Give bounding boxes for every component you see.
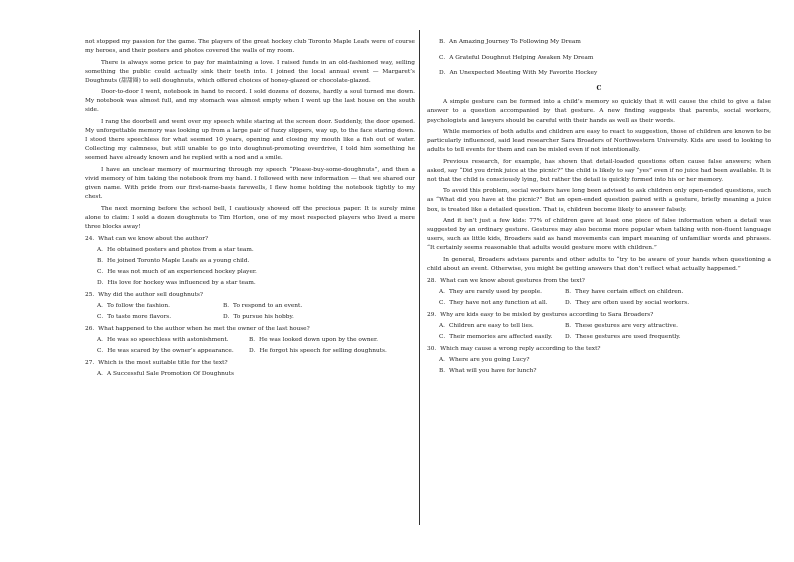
passage-paragraph: Previous research, for example, has shown that detail-loaded questions often cause false answers; when asked, say “Did you drink juice at the picnic?” the child is likely to say “yes” even if no juice had been available. It is not that the child is consciously lying, but rather the detail is quickly formed into his or her memory. xyxy=(427,158,771,183)
option-a: A．They are rarely used by people. xyxy=(439,289,543,296)
question-stem: 29．Why are kids easy to be misled by gestures according to Sara Broaders? xyxy=(427,311,654,318)
option-d: D．His love for hockey was influenced by a star team. xyxy=(97,280,256,287)
option-c: C．A Grateful Doughnut Helping Awaken My Dream xyxy=(439,54,594,61)
option-d: D．To pursue his hobby. xyxy=(223,314,294,321)
option-b: B．To respond to an event. xyxy=(223,303,303,310)
question-25 xyxy=(85,291,415,322)
option-b: B．He was looked down upon by the owner. xyxy=(249,336,378,343)
option-c: C．He was not much of an experienced hockey player. xyxy=(97,269,257,276)
passage-paragraph: And it isn’t just a few kids: 77% of children gave at least one piece of false information when a detail was suggested by an ordinary gesture. Gestures may also become more popular when talking with non-fluent language users, such as little kids, Broaders said as hand movements can impart meaning of unfamiliar words and phrases. “It certainly seems reasonable that adults would gesture more with children.” xyxy=(427,217,771,252)
option-c: C．He was scared by the owner’s appearance. xyxy=(97,348,234,355)
question-stem: 27．Which is the most suitable title for the text? xyxy=(85,359,228,366)
option-row xyxy=(85,336,415,345)
option-c: C．Their memories are affected easily. xyxy=(439,334,553,341)
option-a: A．To follow the fashion. xyxy=(97,303,170,310)
option-row xyxy=(427,288,771,297)
question-stem: 26．What happened to the author when he met the owner of the last house? xyxy=(85,325,310,332)
option-b: B．These gestures are very attractive. xyxy=(565,322,678,329)
passage-paragraph: In general, Broaders advises parents and other adults to “try to be aware of your hands when questioning a child about an event. Otherwise, you might be getting answers that don’t reflect what actually happened.” xyxy=(427,256,771,272)
option-d: D．He forgot his speech for selling doughnuts. xyxy=(249,348,387,355)
question-stem: 24．What can we know about the author? xyxy=(85,236,209,243)
question-28 xyxy=(427,277,771,308)
option-c: C．They have not any function at all. xyxy=(439,300,548,307)
option-row xyxy=(427,322,771,331)
option-d: D．These gestures are used frequently. xyxy=(565,334,681,341)
question-27-continued xyxy=(427,38,771,78)
passage-paragraph: I have an unclear memory of murmuring through my speech “Please-buy-some-doughnuts”, and then a vivid memory of him taking the notebook from my hand. I followed with new information — that we shared our given name. With pride from our first-name-basis farewells, I flew home holding the notebook tightly to my chest. xyxy=(85,166,415,201)
option-b: B．What will you have for lunch? xyxy=(439,367,537,374)
passage-paragraph: A simple gesture can be formed into a child’s memory so quickly that it will cause the child to give a false answer to a question accompanied by that gesture. A new finding suggests that parents, social workers, psychologists and lawyers should be careful with their hands as well as their words. xyxy=(427,99,771,124)
option-b: B．He joined Toronto Maple Leafs as a young child. xyxy=(97,258,250,265)
option-b: B．They have certain effect on children. xyxy=(565,289,684,296)
option-row xyxy=(85,313,415,322)
option-a: A．He obtained posters and photos from a star team. xyxy=(97,247,254,254)
option-row xyxy=(85,302,415,311)
option-row xyxy=(85,347,415,356)
passage-paragraph: I rang the doorbell and went over my speech while staring at the screen door. Suddenly, the door opened. My unforgettable memory was looking up from a large pair of fuzzy slippers, way up, to the face staring down. I stood there speechless for what seemed 10 years, opening and closing my mouth like a fish out of water. Collecting my calmness, but still unable to go into doughnut-promoting overdrive, I told him something he seemed have already known and he replied with a nod and a smile. xyxy=(85,118,415,162)
passage-paragraph: While memories of both adults and children are easy to react to suggestion, those of children are known to be particularly influenced, said lead researcher Sara Broaders of Northwestern University. Kids are used to looking to adults to tell events for them and can be misled even if not intentionally. xyxy=(427,128,771,154)
option-d: D．An Unexpected Meeting With My Favorite Hockey xyxy=(439,70,598,77)
option-a: A．He was so speechless with astonishment. xyxy=(97,336,229,343)
option-a: A．A Successful Sale Promotion Of Doughnuts xyxy=(97,370,234,377)
option-a: A．Where are you going Lucy? xyxy=(439,356,530,363)
passage-paragraph: To avoid this problem, social workers have long been advised to ask children only open-ended questions, such as “What did you have at the picnic?” But an open-ended question paired with a gesture, briefly meaning a juice box, is treated like a detailed question. That is, children become likely to answer falsely. xyxy=(427,188,771,213)
question-26 xyxy=(85,325,415,356)
option-c: C．To taste more flavors. xyxy=(97,314,172,321)
option-row xyxy=(427,299,771,308)
option-a: A．Children are easy to tell lies. xyxy=(439,322,534,329)
left-column xyxy=(85,38,415,379)
passage-paragraph: not stopped my passion for the game. The players of the great hockey club Toronto Maple Leafs were of course my heroes, and their posters and photos covered the walls of my room. xyxy=(85,39,415,55)
passage-paragraph: Door-to-door I went, notebook in hand to record. I sold dozens of dozens, hardly a soul turned me down. My notebook was almost full, and my stomach was almost empty when I went up the last house on the south side. xyxy=(85,89,415,114)
question-30 xyxy=(427,345,771,376)
option-b: B．An Amazing Journey To Following My Dream xyxy=(439,39,581,45)
right-column xyxy=(427,38,771,376)
question-27 xyxy=(85,359,415,379)
question-stem: 28．What can we know about gestures from the text? xyxy=(427,278,585,285)
column-divider xyxy=(419,30,420,525)
option-d: D．They are often used by social workers. xyxy=(565,300,690,307)
question-24 xyxy=(85,235,415,288)
option-row xyxy=(427,333,771,342)
question-stem: 25．Why did the author sell doughnuts? xyxy=(85,292,204,299)
question-29 xyxy=(427,311,771,342)
section-heading: C xyxy=(596,85,602,93)
question-stem: 30．Which may cause a wrong reply according to the text? xyxy=(427,345,601,352)
passage-paragraph: The next morning before the school bell, I cautiously showed off the precious paper. It is surely mine alone to claim: I sold a dozen doughnuts to Tim Horton, one of my most respected players who lived a mere three blocks away! xyxy=(85,205,415,230)
passage-paragraph: There is always some price to pay for maintaining a love. I raised funds in an old-fashioned way, selling something the public could actually sink their teeth into. I joined the local annual event — Margaret’s Doughnuts (甜甜圈) to sell doughnuts, which offered choices of honey-glazed or chocolate-glazed. xyxy=(85,59,415,84)
